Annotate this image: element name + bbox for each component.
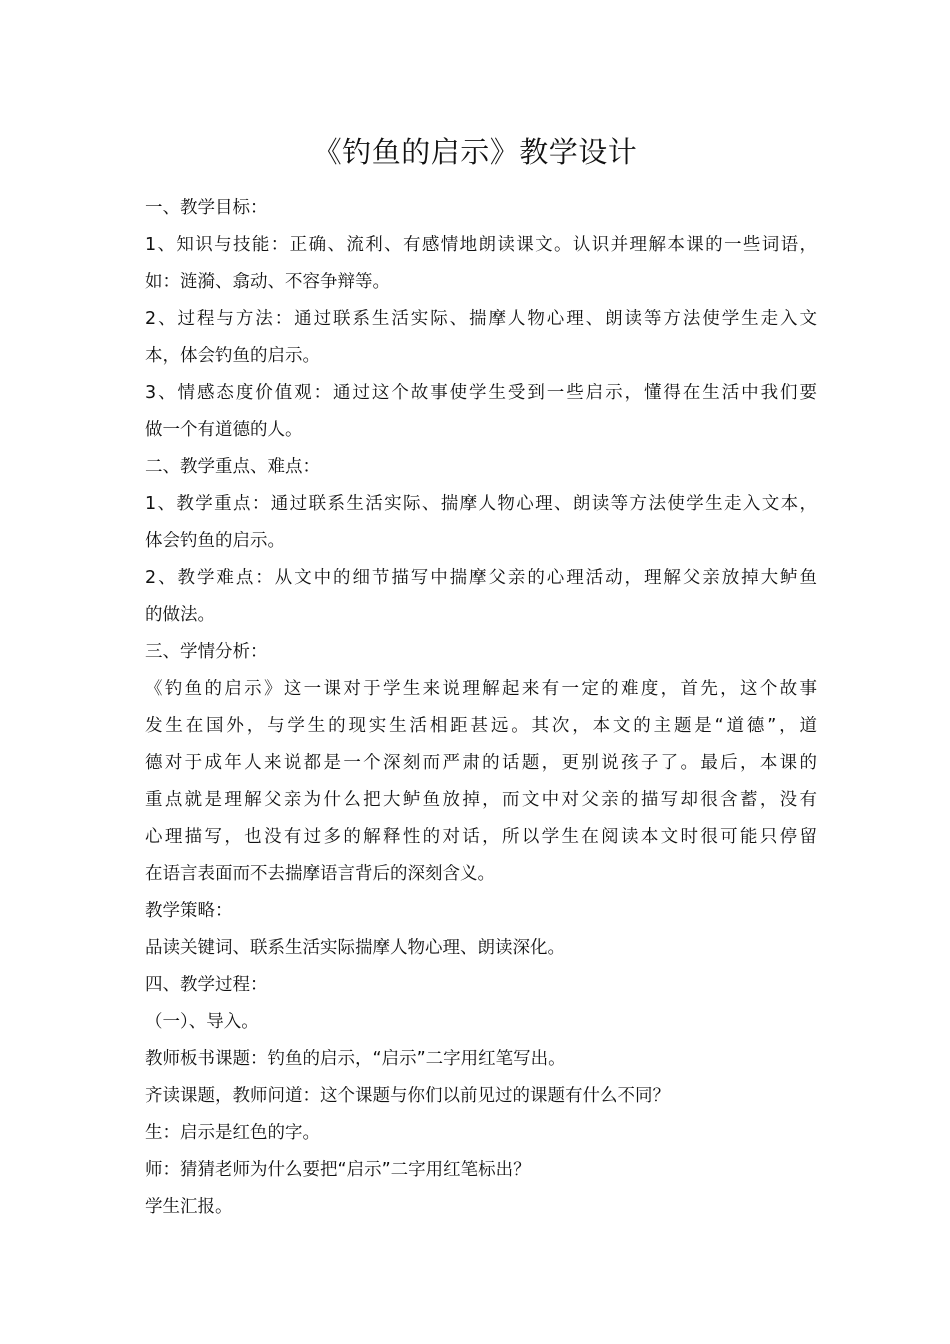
text-line: 学生汇报。 bbox=[145, 1197, 233, 1217]
text-line: 如：涟漪、翕动、不容争辩等。 bbox=[145, 272, 390, 292]
text-line: 3、情感态度价值观：通过这个故事使学生受到一些启示，懂得在生活中我们要 bbox=[145, 383, 817, 403]
text-line: 做一个有道德的人。 bbox=[145, 420, 303, 440]
text-line: 心理描写，也没有过多的解释性的对话，所以学生在阅读本文时很可能只停留 bbox=[145, 827, 817, 847]
text-line: 体会钓鱼的启示。 bbox=[145, 531, 285, 551]
text-line: 的做法。 bbox=[145, 605, 215, 625]
text-line: 二、教学重点、难点： bbox=[145, 457, 320, 477]
text-line: 1、教学重点：通过联系生活实际、揣摩人物心理、朗读等方法使学生走入文本， bbox=[145, 494, 817, 514]
text-line: 生：启示是红色的字。 bbox=[145, 1123, 320, 1143]
text-line: 在语言表面而不去揣摩语言背后的深刻含义。 bbox=[145, 864, 495, 884]
text-line: 发生在国外，与学生的现实生活相距甚远。其次，本文的主题是“道德”，道 bbox=[145, 716, 817, 736]
text-line: 三、学情分析： bbox=[145, 642, 268, 662]
text-line: 齐读课题，教师问道：这个课题与你们以前见过的课题有什么不同？ bbox=[145, 1086, 670, 1106]
text-line: 本，体会钓鱼的启示。 bbox=[145, 346, 320, 366]
text-line: 德对于成年人来说都是一个深刻而严肃的话题，更别说孩子了。最后，本课的 bbox=[145, 753, 817, 773]
text-line: 师：猜猜老师为什么要把“启示”二字用红笔标出？ bbox=[145, 1160, 531, 1180]
text-line: 《钓鱼的启示》这一课对于学生来说理解起来有一定的难度，首先，这个故事 bbox=[145, 679, 817, 699]
text-line: 2、教学难点：从文中的细节描写中揣摩父亲的心理活动，理解父亲放掉大鲈鱼 bbox=[145, 568, 817, 588]
text-line: 教学策略： bbox=[145, 901, 233, 921]
text-line: 一、教学目标： bbox=[145, 198, 268, 218]
text-line: 重点就是理解父亲为什么把大鲈鱼放掉，而文中对父亲的描写却很含蓄，没有 bbox=[145, 790, 817, 810]
text-line: 四、教学过程： bbox=[145, 975, 268, 995]
text-line: 1、知识与技能：正确、流利、有感情地朗读课文。认识并理解本课的一些词语， bbox=[145, 235, 817, 255]
document-title: 《钓鱼的启示》教学设计 bbox=[312, 135, 638, 169]
document-body bbox=[145, 190, 817, 1226]
text-line: 教师板书课题：钓鱼的启示，“启示”二字用红笔写出。 bbox=[145, 1049, 566, 1069]
text-line: （一）、导入。 bbox=[145, 1012, 259, 1032]
text-line: 品读关键词、联系生活实际揣摩人物心理、朗读深化。 bbox=[145, 938, 565, 958]
text-line: 2、过程与方法：通过联系生活实际、揣摩人物心理、朗读等方法使学生走入文 bbox=[145, 309, 817, 329]
